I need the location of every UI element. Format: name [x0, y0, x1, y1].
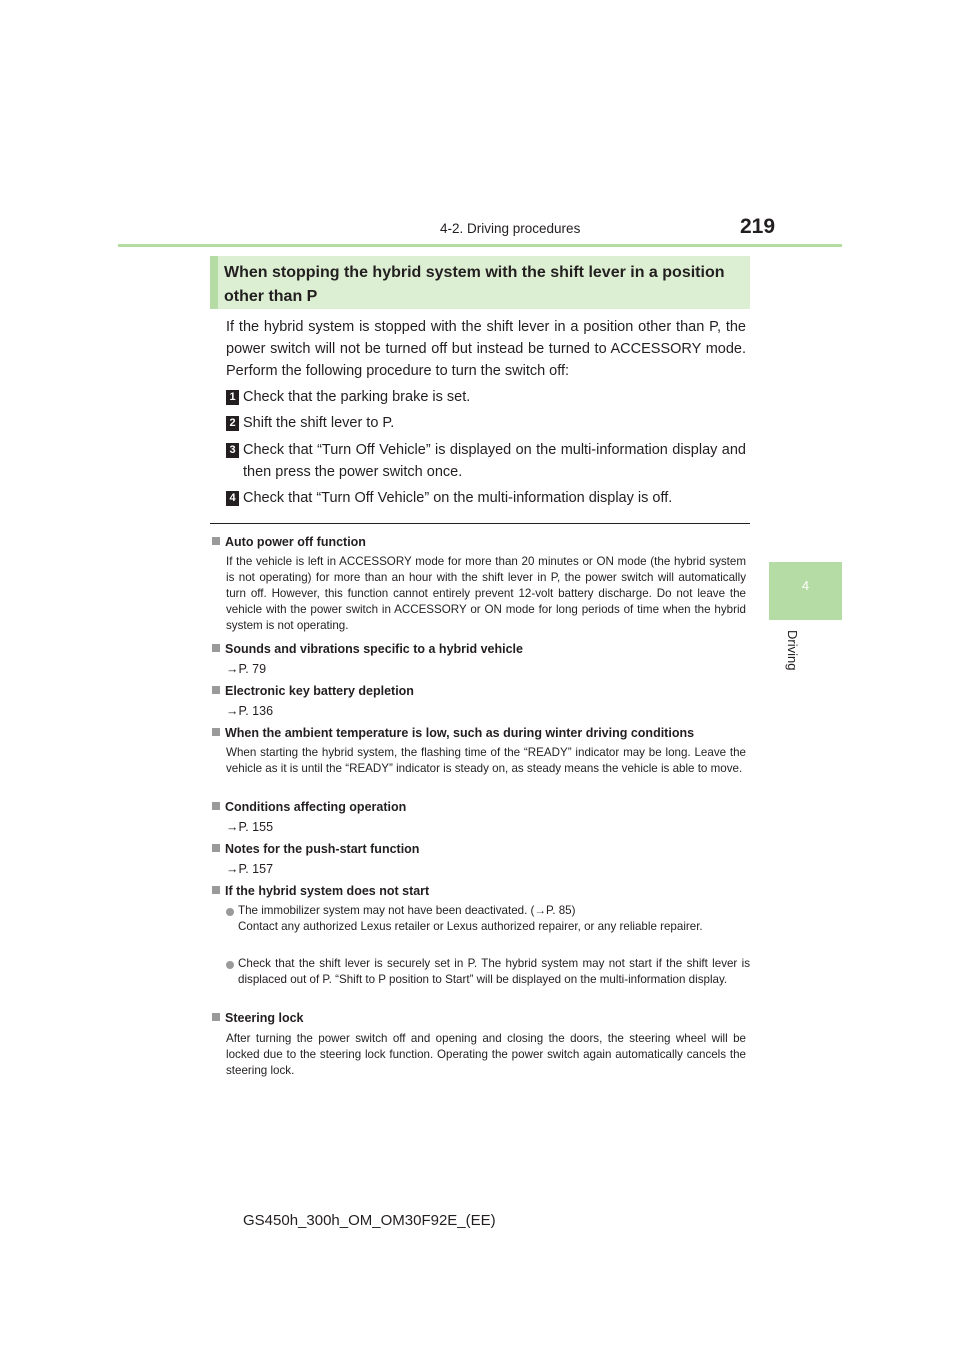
step-text: Check that the parking brake is set. — [243, 389, 471, 405]
bullet-text: Check that the shift lever is securely set in P. The hybrid system may not start if the shift lever is displaced out of P. “Shift to P position to Start” will be displayed on the multi-information display. — [238, 957, 750, 986]
note-body: If the vehicle is left in ACCESSORY mode for more than 20 minutes or ON mode (the hybrid system is not operating) for more than an hour with the shift lever in P, the power switch will automatically turn off. However, this function cannot entirely prevent 12-volt battery discharge. Do not leave the vehicle with the power switch in ACCESSORY or ON mode for long periods of time when the hybrid system is not operating. — [226, 555, 746, 632]
round-bullet-icon — [226, 961, 234, 969]
step-text: Check that “Turn Off Vehicle” on the multi-information display is off. — [243, 490, 673, 506]
step-number: 4 — [226, 491, 239, 506]
square-bullet-icon — [212, 844, 220, 852]
section-title: 4-2. Driving procedures — [440, 221, 581, 236]
intro-paragraph: If the hybrid system is stopped with the shift lever in a position other than P, the power switch will not be turned off but instead be turned to ACCESSORY mode. Perform the following procedure to turn the switch off: — [226, 319, 746, 379]
section-divider — [210, 523, 750, 524]
bullet-text: The immobilizer system may not have been deactivated. (→P. 85) Contact any authorized Lexus retailer or Lexus authorized repairer, or any reliable repairer. — [238, 904, 703, 933]
note-title: Steering lock — [212, 1010, 304, 1026]
note-body: After turning the power switch off and opening and closing the doors, the steering wheel will be locked due to the steering lock function. Operating the power switch again automatically cancels the steering lock. — [226, 1032, 746, 1077]
note-title: When the ambient temperature is low, such as during winter driving conditions — [212, 725, 694, 741]
page-reference: →P. 79 — [226, 662, 267, 676]
page-reference: →P. 136 — [226, 704, 274, 718]
note-title: Electronic key battery depletion — [212, 683, 414, 699]
square-bullet-icon — [212, 1013, 220, 1021]
square-bullet-icon — [212, 802, 220, 810]
step-text: Shift the shift lever to P. — [243, 415, 395, 431]
header-divider — [118, 244, 842, 247]
square-bullet-icon — [212, 537, 220, 545]
document-code: GS450h_300h_OM_OM30F92E_(EE) — [243, 1212, 496, 1229]
square-bullet-icon — [212, 686, 220, 694]
note-title: Sounds and vibrations specific to a hybrid vehicle — [212, 641, 523, 657]
step-text: Check that “Turn Off Vehicle” is displayed on the multi-information display and then press the power switch once. — [243, 442, 746, 480]
round-bullet-icon — [226, 908, 234, 916]
square-bullet-icon — [212, 886, 220, 894]
chapter-number: 4 — [801, 578, 810, 593]
note-body: When starting the hybrid system, the flashing time of the “READY” indicator may be long. Leave the vehicle as it is until the “READY” indicator is steady on, as steady means the vehicle is able to move. — [226, 746, 746, 775]
page-number: 219 — [740, 215, 776, 238]
chapter-label — [786, 630, 800, 678]
section-heading: When stopping the hybrid system with the shift lever in a position other than P — [224, 264, 725, 305]
step-number: 1 — [226, 390, 239, 405]
note-title: Conditions affecting operation — [212, 799, 406, 815]
page-reference: →P. 155 — [226, 820, 274, 834]
page-reference: →P. 157 — [226, 862, 274, 876]
note-title: Auto power off function — [212, 534, 366, 550]
square-bullet-icon — [212, 644, 220, 652]
note-title: If the hybrid system does not start — [212, 883, 429, 899]
step-number: 2 — [226, 416, 239, 431]
step-number: 3 — [226, 443, 239, 458]
note-title: Notes for the push-start function — [212, 841, 419, 857]
chapter-label-text: Driving — [785, 630, 800, 671]
square-bullet-icon — [212, 728, 220, 736]
